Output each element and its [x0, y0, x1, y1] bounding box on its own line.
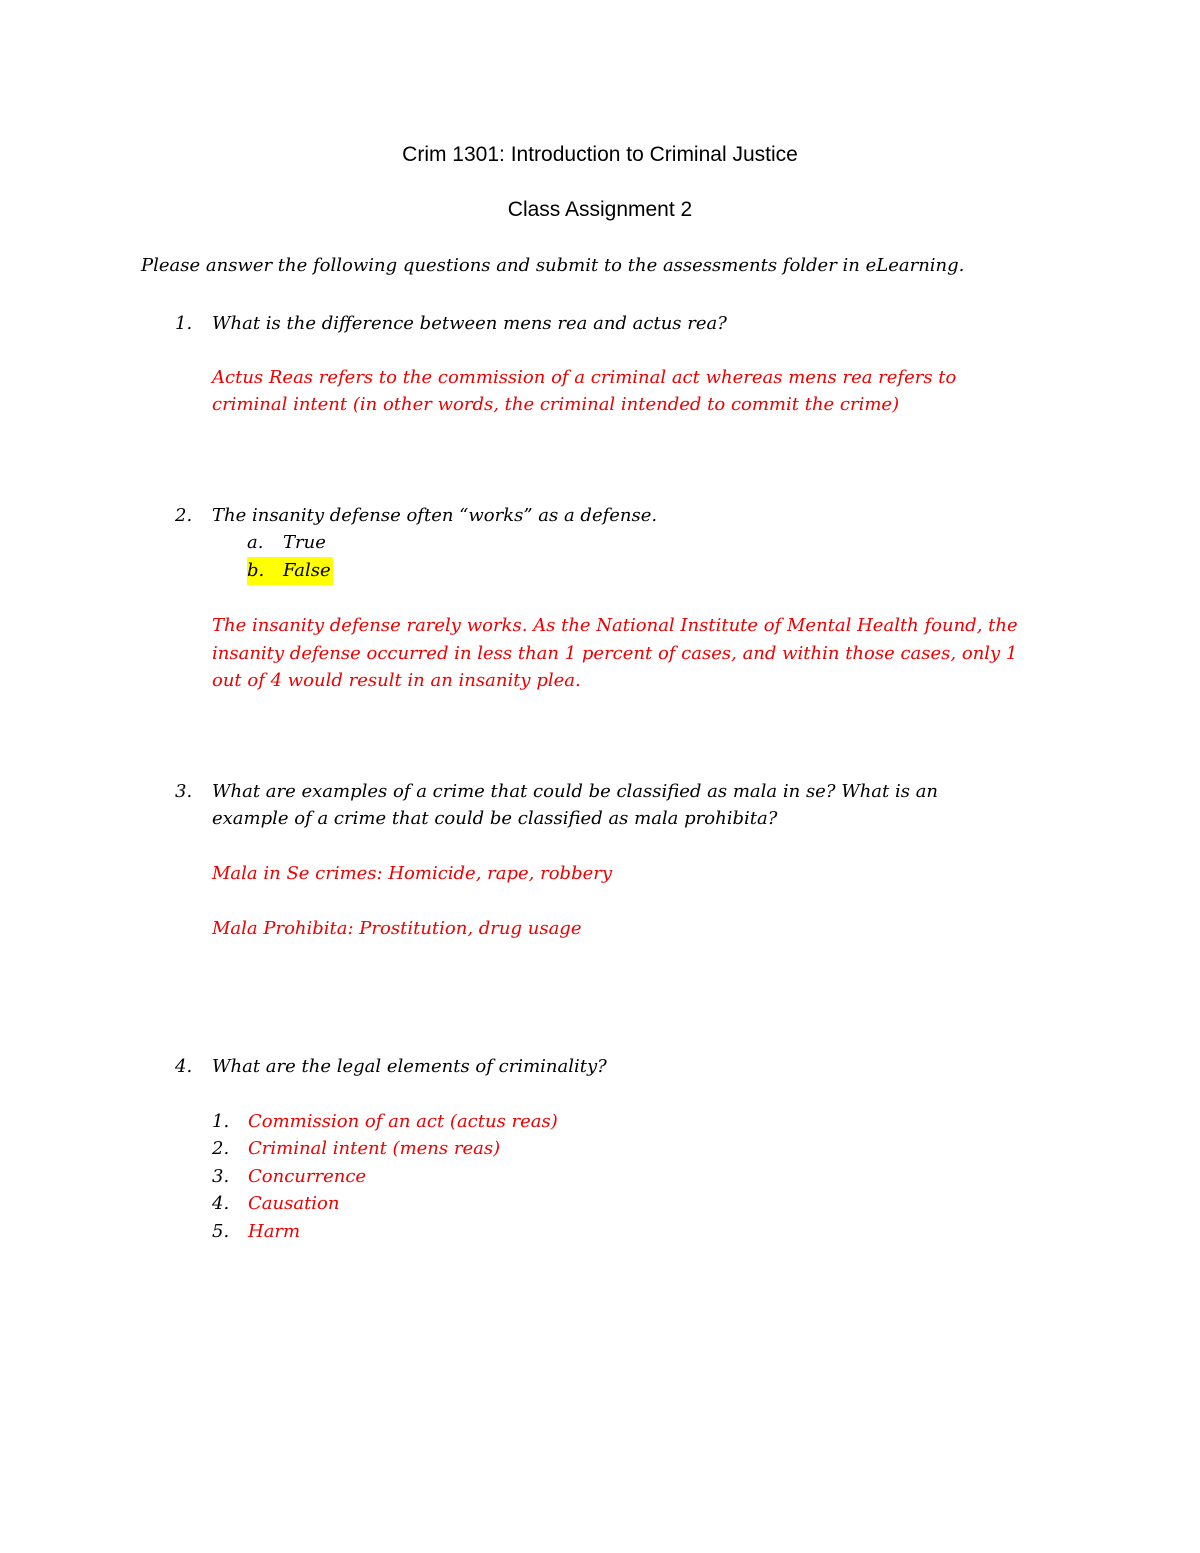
q4-element-1	[212, 1108, 558, 1136]
q1-answer-line1: Actus Reas refers to the commission of a criminal act whereas mens rea refers to	[212, 367, 957, 388]
q4-element-1-text: Commission of an act (actus reas)	[248, 1111, 558, 1132]
q2-option-b-highlighted	[247, 557, 333, 585]
q3-answer-mala-prohibita: Mala Prohibita: Prostitution, drug usage	[212, 918, 582, 939]
q4-element-3	[212, 1163, 366, 1191]
q3-answer-mala-in-se: Mala in Se crimes: Homicide, rape, robbery	[212, 863, 613, 884]
q2-option-a-text: True	[283, 532, 326, 553]
q4-element-2-number: 2.	[212, 1138, 230, 1159]
q4-element-4-text: Causation	[248, 1193, 340, 1214]
q4-element-1-number: 1.	[212, 1111, 230, 1132]
q4-number: 4.	[175, 1056, 193, 1077]
q4-element-3-number: 3.	[212, 1166, 230, 1187]
q3-question-line1: What are examples of a crime that could be classified as mala in se? What is an	[212, 781, 939, 802]
q4-element-5-number: 5.	[212, 1221, 230, 1242]
q2-option-b-letter: b.	[247, 560, 265, 581]
q4-element-4-number: 4.	[212, 1193, 230, 1214]
course-title: Crim 1301: Introduction to Criminal Justice	[402, 143, 798, 166]
q3-question-line2: example of a crime that could be classified as mala prohibita?	[212, 808, 778, 829]
q1-answer-line2: criminal intent (in other words, the criminal intended to commit the crime)	[212, 394, 900, 415]
instructions-text: Please answer the following questions and submit to the assessments folder in eLearning.	[141, 255, 965, 276]
q2-option-a	[247, 529, 326, 557]
q3-number: 3.	[175, 781, 193, 802]
q4-element-2	[212, 1135, 500, 1163]
q1-question: What is the difference between mens rea and actus rea?	[212, 313, 727, 334]
q2-answer-line3: out of 4 would result in an insanity plea.	[212, 670, 581, 691]
q4-element-5-text: Harm	[248, 1221, 301, 1242]
q2-option-a-letter: a.	[247, 532, 264, 553]
q2-number: 2.	[175, 505, 193, 526]
q2-question: The insanity defense often “works” as a defense.	[212, 505, 658, 526]
q1-number: 1.	[175, 313, 193, 334]
q4-element-5	[212, 1218, 300, 1246]
q4-element-4	[212, 1190, 340, 1218]
q4-element-3-text: Concurrence	[248, 1166, 367, 1187]
q2-answer-line2: insanity defense occurred in less than 1 percent of cases, and within those cases, only 1	[212, 643, 1018, 664]
q4-question: What are the legal elements of criminality?	[212, 1056, 607, 1077]
assignment-title: Class Assignment 2	[507, 198, 693, 221]
q2-answer-line1: The insanity defense rarely works. As the National Institute of Mental Health found, the	[212, 615, 1018, 636]
q2-option-b-text: False	[283, 560, 331, 581]
q4-element-2-text: Criminal intent (mens reas)	[248, 1138, 501, 1159]
